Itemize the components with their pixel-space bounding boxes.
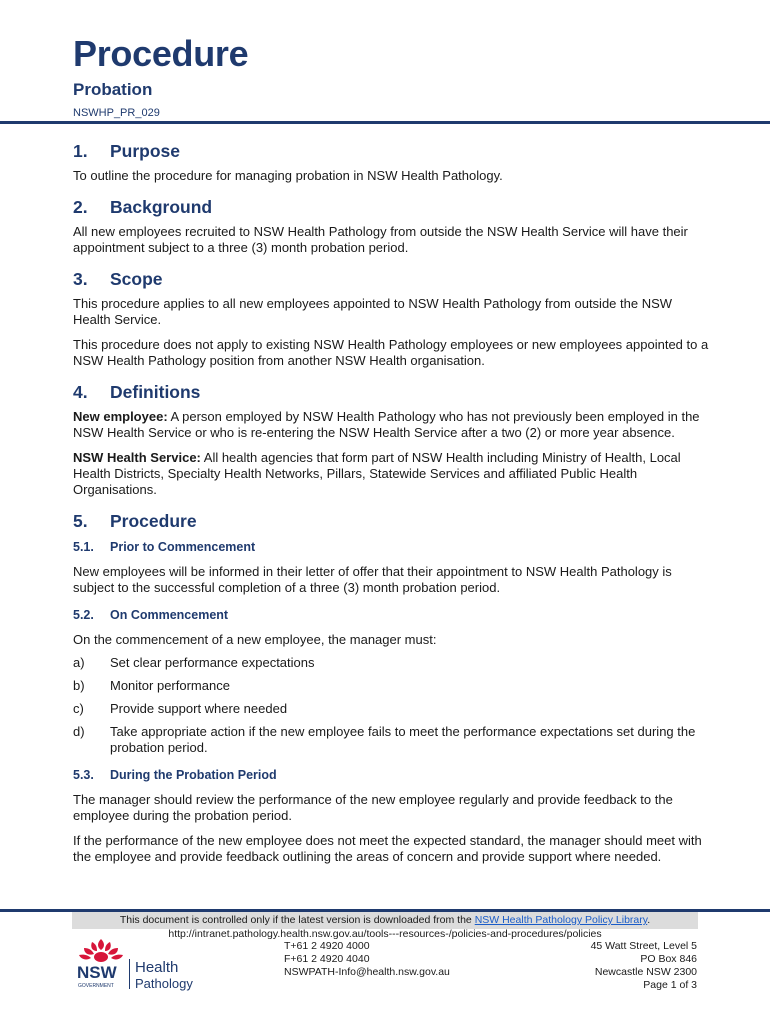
logo-government-text: GOVERNMENT [78, 983, 114, 989]
section-definitions [73, 382, 713, 498]
section-procedure [73, 511, 713, 865]
document-title: Procedure [73, 33, 249, 74]
fax-number: F+61 2 4920 4040 [284, 953, 370, 965]
section-purpose [73, 141, 713, 184]
logo-health-text: Health [135, 959, 179, 976]
list-item: b) Monitor performance [73, 678, 230, 693]
header-divider [0, 121, 770, 124]
definition-new-employee: New employee: A person employed by NSW Health Pathology who has not previously been employed in the NSW Health Service or who is re-entering the NSW Health Service after a two (2) or more year absence. [73, 409, 700, 440]
section-heading: 1. Purpose [73, 141, 181, 161]
address-line: Newcastle NSW 2300 [594, 966, 697, 978]
list-item: c) Provide support where needed [73, 701, 288, 716]
section-heading: 4. Definitions [73, 382, 201, 402]
paragraph: All new employees recruited to NSW Health Pathology from outside the NSW Health Service will have their appointment subject to a three (3) month probation period. [73, 224, 688, 255]
paragraph: If the performance of the new employee does not meet the expected standard, the manager should meet with the employee and provide feedback outlining the areas of concern and provide support where needed. [73, 833, 702, 864]
email-address: NSWPATH-Info@health.nsw.gov.au [284, 966, 450, 978]
section-heading: 2. Background [73, 197, 213, 217]
policy-library-link[interactable]: NSW Health Pathology Policy Library [474, 914, 648, 926]
paragraph: New employees will be informed in their letter of offer that their appointment to NSW Health Pathology is subject to the successful completion of a three (3) month probation period. [73, 564, 672, 595]
nsw-health-pathology-logo [75, 937, 215, 993]
footer-contact [284, 940, 450, 979]
phone-number: T+61 2 4920 4000 [284, 940, 370, 952]
page-number: Page 1 of 3 [643, 979, 697, 991]
address-line: 45 Watt Street, Level 5 [590, 940, 697, 952]
logo-pathology-text: Pathology [135, 976, 193, 991]
paragraph: This procedure applies to all new employees appointed to NSW Health Pathology from outside the NSW Health Service. [73, 296, 673, 327]
paragraph: This procedure does not apply to existing NSW Health Pathology employees or new employees appointed to a NSW Health Pathology position from another NSW Health organisation. [73, 337, 709, 368]
logo-nsw-text: NSW [77, 963, 117, 982]
section-scope [73, 269, 713, 369]
manager-actions-list [73, 655, 713, 756]
subsection-heading: 5.1. Prior to Commencement [73, 540, 256, 554]
section-heading: 3. Scope [73, 269, 163, 289]
controlled-document-notice: This document is controlled only if the latest version is downloaded from the NSW Health Pathology Policy Library. [72, 912, 698, 929]
document-code: NSWHP_PR_029 [73, 107, 160, 119]
footer-address [591, 940, 697, 992]
paragraph: On the commencement of a new employee, the manager must: [73, 632, 437, 647]
subsection-heading: 5.2. On Commencement [73, 608, 229, 622]
list-item: a) Set clear performance expectations [73, 655, 315, 670]
subsection-heading: 5.3. During the Probation Period [73, 768, 277, 782]
policy-library-url: http://intranet.pathology.health.nsw.gov.au/tools---resources-/policies-and-procedures/policies [168, 928, 602, 940]
definition-nsw-health-service: NSW Health Service: All health agencies that form part of NSW Health including Ministry of Health, Local Health Districts, Specialty Health Networks, Pillars, Statewide Services and affiliated Public Health Organisations. [73, 450, 681, 497]
paragraph: The manager should review the performance of the new employee regularly and provide feedback to the employee during the probation period. [73, 792, 673, 823]
section-heading: 5. Procedure [73, 511, 197, 531]
address-line: PO Box 846 [640, 953, 697, 965]
paragraph: To outline the procedure for managing probation in NSW Health Pathology. [73, 168, 503, 183]
document-subtitle: Probation [73, 80, 153, 99]
section-background [73, 197, 713, 256]
waratah-icon [79, 939, 123, 962]
document-body [73, 141, 713, 878]
list-item: d) Take appropriate action if the new employee fails to meet the performance expectations set during the probation period. [73, 724, 696, 755]
